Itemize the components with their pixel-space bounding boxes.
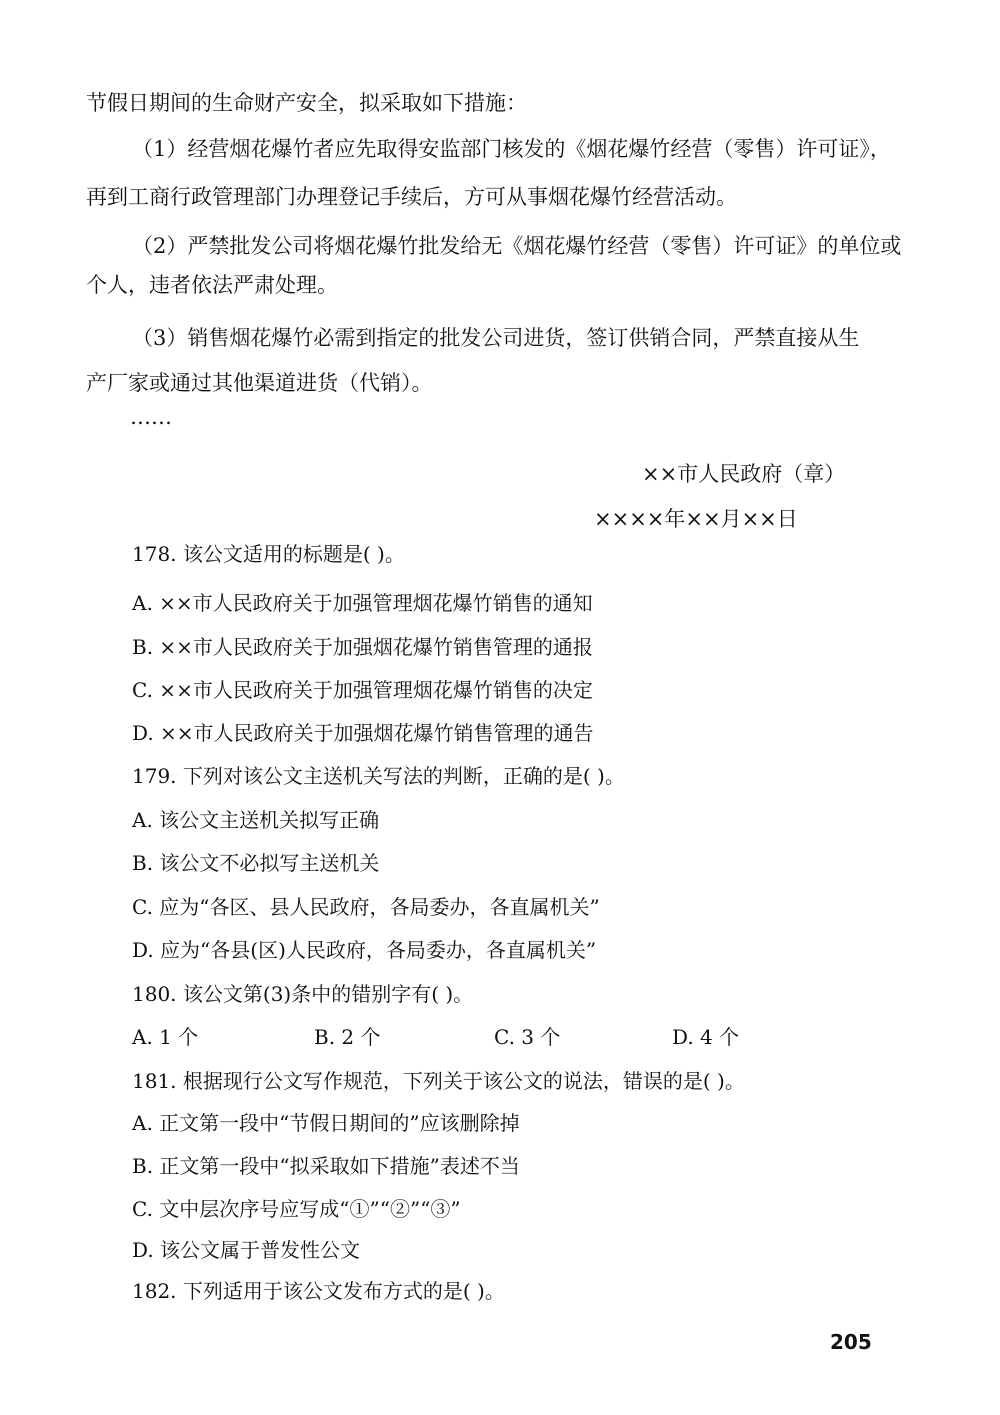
question-180-option-d: D. 4 个 xyxy=(672,1025,740,1049)
date: ××××年××月××日 xyxy=(594,507,798,531)
excerpt-item-3-line-1: （3）销售烟花爆竹必需到指定的批发公司进货，签订供销合同，严禁直接从生 xyxy=(132,326,860,350)
excerpt-ellipsis: …… xyxy=(130,405,172,429)
question-181-option-b: B. 正文第一段中“拟采取如下措施”表述不当 xyxy=(132,1154,520,1178)
question-181-stem: 181. 根据现行公文写作规范，下列关于该公文的说法，错误的是( )。 xyxy=(132,1069,745,1093)
question-181-option-d: D. 该公文属于普发性公文 xyxy=(132,1238,361,1262)
question-180-option-b: B. 2 个 xyxy=(314,1025,381,1049)
excerpt-item-1-line-2: 再到工商行政管理部门办理登记手续后，方可从事烟花爆竹经营活动。 xyxy=(86,185,737,209)
question-179-option-a: A. 该公文主送机关拟写正确 xyxy=(132,808,380,832)
question-178-option-b: B. ××市人民政府关于加强烟花爆竹销售管理的通报 xyxy=(132,635,593,659)
question-178-option-a: A. ××市人民政府关于加强管理烟花爆竹销售的通知 xyxy=(132,591,593,615)
signature: ××市人民政府（章） xyxy=(642,462,846,486)
question-179-stem: 179. 下列对该公文主送机关写法的判断，正确的是( )。 xyxy=(132,764,625,788)
excerpt-item-2-line-2: 个人，违者依法严肃处理。 xyxy=(86,273,338,297)
excerpt-item-2-line-1: （2）严禁批发公司将烟花爆竹批发给无《烟花爆竹经营（零售）许可证》的单位或 xyxy=(132,234,902,258)
question-180-option-a: A. 1 个 xyxy=(132,1025,199,1049)
excerpt-line-1: 节假日期间的生命财产安全，拟采取如下措施： xyxy=(86,91,527,115)
question-182-stem: 182. 下列适用于该公文发布方式的是( )。 xyxy=(132,1279,505,1303)
question-178-option-c: C. ××市人民政府关于加强管理烟花爆竹销售的决定 xyxy=(132,678,593,702)
question-179-option-d: D. 应为“各县(区)人民政府，各局委办，各直属机关” xyxy=(132,938,597,962)
excerpt-item-1-line-1: （1）经营烟花爆竹者应先取得安监部门核发的《烟花爆竹经营（零售）许可证》， xyxy=(132,137,891,161)
question-179-option-c: C. 应为“各区、县人民政府，各局委办，各直属机关” xyxy=(132,895,600,919)
question-180-stem: 180. 该公文第(3)条中的错别字有( )。 xyxy=(132,982,474,1006)
question-178-option-d: D. ××市人民政府关于加强烟花爆竹销售管理的通告 xyxy=(132,721,594,745)
question-181-option-a: A. 正文第一段中“节假日期间的”应该删除掉 xyxy=(132,1111,520,1135)
question-178-stem: 178. 该公文适用的标题是( )。 xyxy=(132,542,405,566)
question-180-option-c: C. 3 个 xyxy=(494,1025,561,1049)
page-number: 205 xyxy=(830,1330,872,1354)
excerpt-item-3-line-2: 产厂家或通过其他渠道进货（代销）。 xyxy=(86,371,433,395)
question-181-option-c: C. 文中层次序号应写成“①”“②”“③” xyxy=(132,1197,461,1221)
question-179-option-b: B. 该公文不必拟写主送机关 xyxy=(132,851,380,875)
